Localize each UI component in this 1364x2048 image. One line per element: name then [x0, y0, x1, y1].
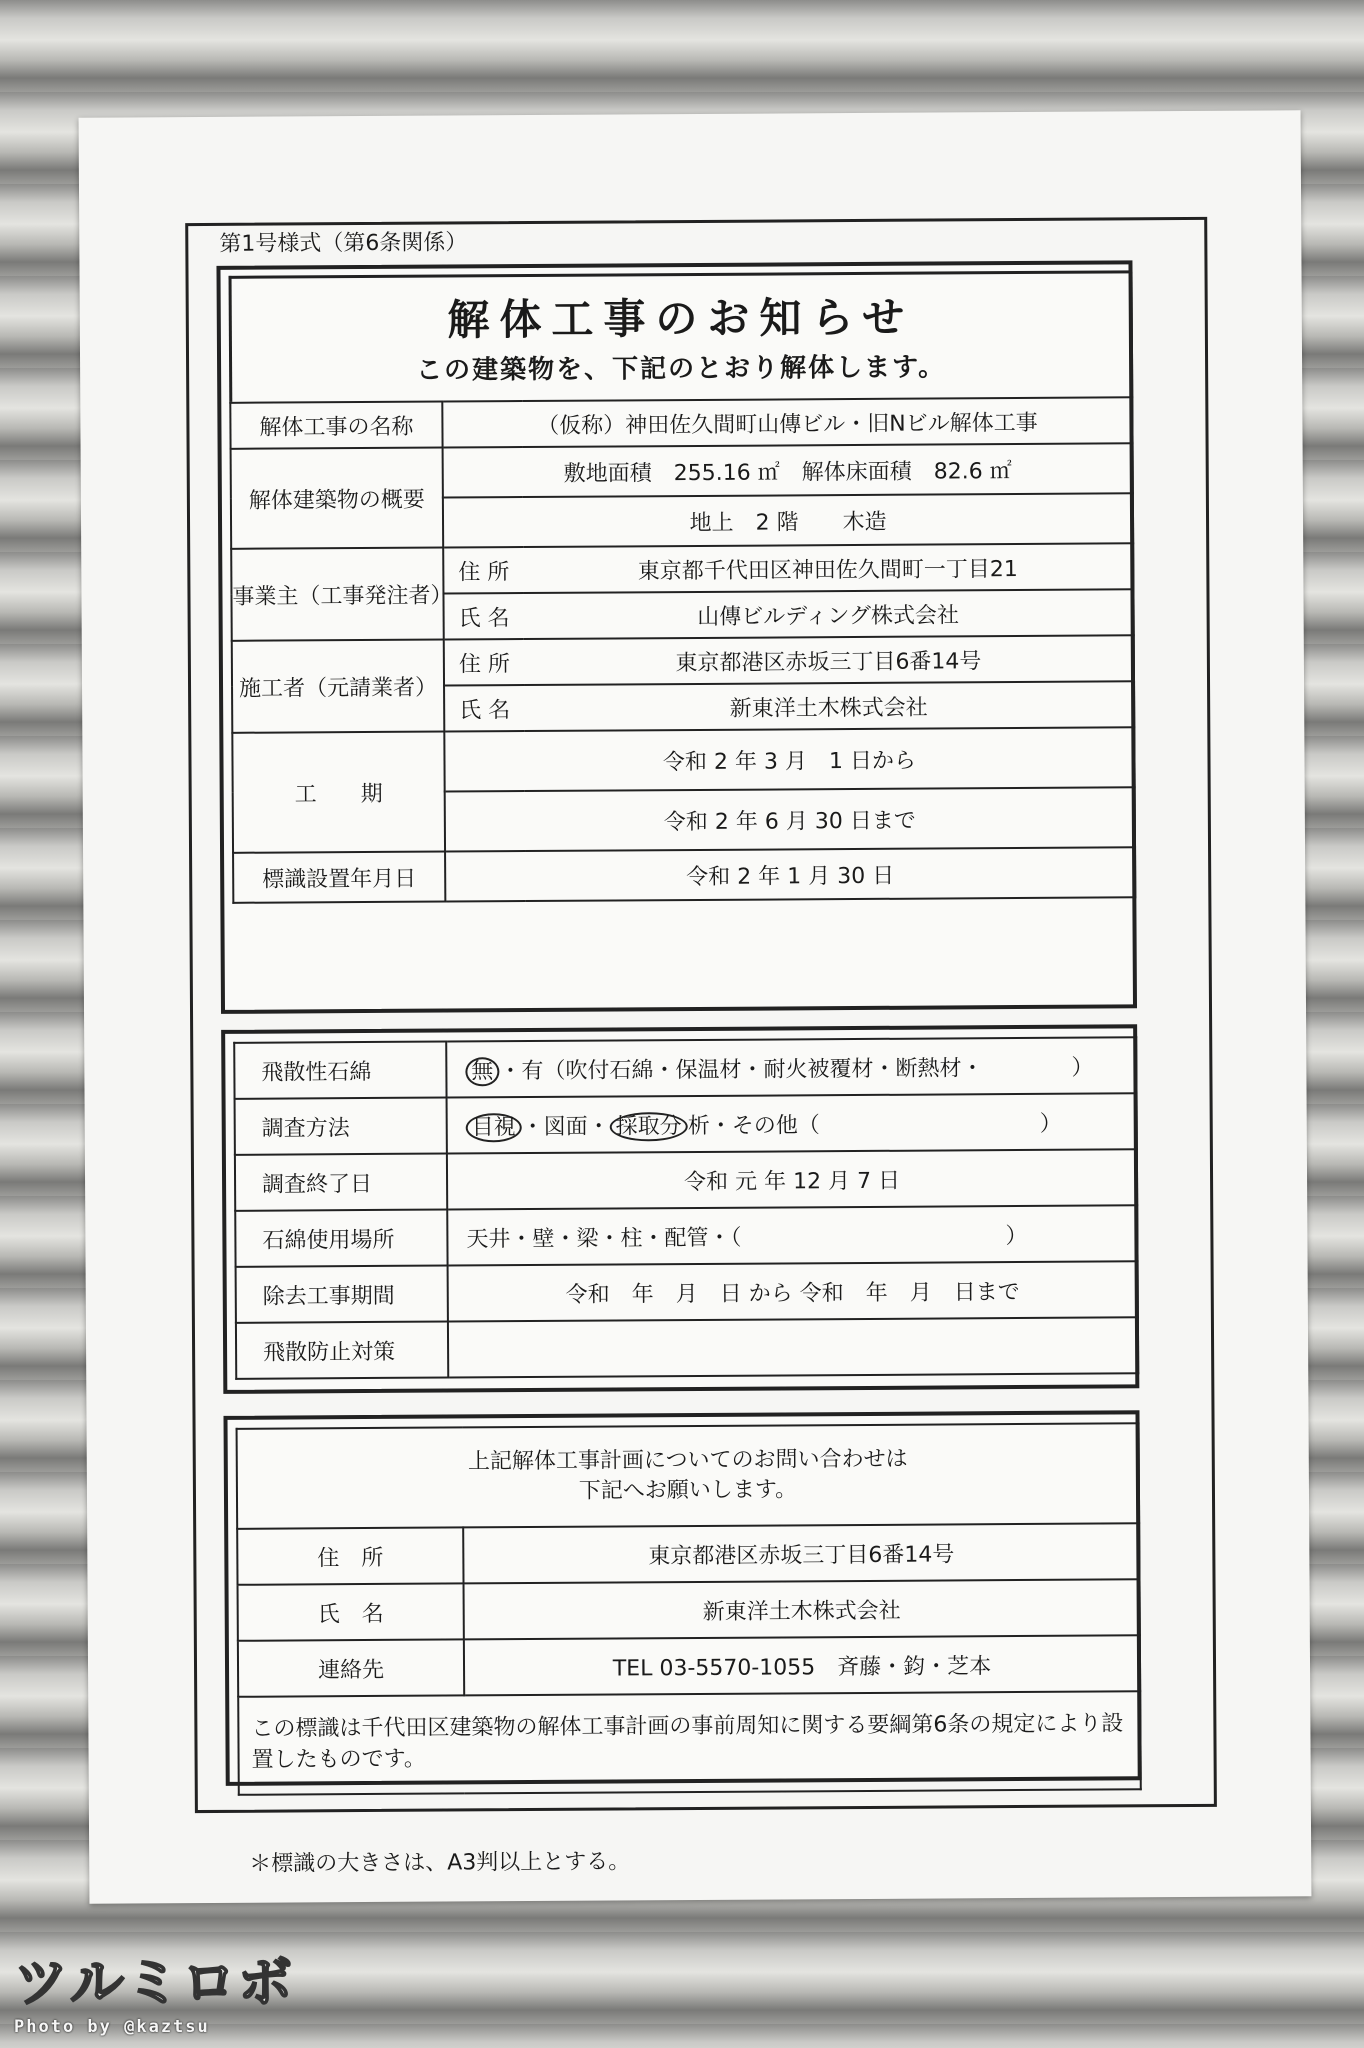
contact-name-label: 氏 名	[238, 1583, 464, 1640]
notice-frame	[185, 217, 1217, 1813]
owner-address-label: 住 所	[443, 547, 523, 593]
asbestos-place-value: 天井・壁・梁・柱・配管・（ ）	[447, 1205, 1137, 1265]
inquiry-line-2: 下記へお願いします。	[578, 1477, 798, 1504]
building-outline-label: 解体建築物の概要	[231, 448, 444, 549]
asbestos-label: 飛散性石綿	[234, 1042, 446, 1099]
notice-title: 解体工事のお知らせ	[447, 292, 915, 345]
photo-credit: Photo by @kaztsu	[14, 2017, 210, 2037]
survey-sampling-circled: 採取分	[610, 1112, 688, 1141]
inquiry-line-1: 上記解体工事計画についてのお問い合わせは	[467, 1447, 908, 1475]
asbestos-info-table	[233, 1036, 1139, 1380]
construction-name-label: 解体工事の名称	[230, 402, 442, 449]
survey-other: 析・その他（ ）	[687, 1111, 1062, 1139]
contact-address-value: 東京都港区赤坂三丁目6番14号	[463, 1523, 1139, 1583]
asbestos-place-label: 石綿使用場所	[235, 1210, 447, 1267]
removal-period-label: 除去工事期間	[236, 1266, 448, 1323]
contractor-name-value: 新東洋土木株式会社	[524, 681, 1134, 731]
dispersion-prevention-value	[448, 1317, 1138, 1377]
sign-date-value: 令和 2 年 1 月 30 日	[445, 847, 1135, 901]
contractor-address-value: 東京都港区赤坂三丁目6番14号	[524, 635, 1134, 685]
size-footnote: ＊標識の大きさは、A3判以上とする。	[249, 1849, 631, 1877]
inquiry-heading	[237, 1423, 1140, 1529]
notice-subtitle: この建築物を、下記のとおり解体します。	[416, 352, 947, 386]
period-label: 工 期	[232, 732, 445, 853]
asbestos-value	[446, 1037, 1136, 1097]
survey-method-value	[447, 1093, 1137, 1153]
contact-name-value: 新東洋土木株式会社	[464, 1579, 1140, 1639]
period-start: 令和 2 年 3 月 1 日から	[444, 727, 1134, 791]
period-end: 令和 2 年 6 月 30 日まで	[445, 787, 1135, 851]
construction-name-value: （仮称）神田佐久間町山傳ビル・旧Nビル解体工事	[442, 397, 1132, 447]
owner-label: 事業主（工事発注者）	[231, 548, 444, 641]
contractor-label: 施工者（元請業者）	[232, 640, 445, 733]
contractor-name-label: 氏 名	[444, 685, 524, 731]
regulation-note: この標識は千代田区建築物の解体工事計画の事前周知に関する要綱第6条の規定により設置したものです。	[238, 1691, 1141, 1795]
owner-name-label: 氏 名	[443, 593, 523, 639]
dispersion-prevention-label: 飛散防止対策	[236, 1322, 448, 1379]
contractor-address-label: 住 所	[444, 639, 524, 685]
contact-address-label: 住 所	[237, 1527, 463, 1584]
site-logo: ツルミロボ	[14, 1951, 294, 2014]
asbestos-options: ・有（吹付石綿・保温材・耐火被覆材・断熱材・ ）	[499, 1055, 1094, 1084]
notice-sheet	[79, 110, 1312, 1903]
contact-phone-value: TEL 03-5570-1055 斉藤・鈞・芝本	[464, 1635, 1140, 1695]
title-block	[229, 270, 1134, 402]
area-value: 敷地面積 255.16 ㎡ 解体床面積 82.6 ㎡	[443, 443, 1133, 497]
owner-address-value: 東京都千代田区神田佐久間町一丁目21	[523, 543, 1133, 593]
contact-phone-label: 連絡先	[238, 1639, 464, 1696]
survey-end-value: 令和 元 年 12 月 7 日	[447, 1149, 1137, 1209]
floors-value: 地上 2 階 木造	[443, 493, 1133, 547]
survey-end-label: 調査終了日	[235, 1154, 447, 1211]
contact-info-table	[236, 1422, 1142, 1796]
survey-drawing: ・図面・	[521, 1114, 610, 1140]
sign-date-label: 標識設置年月日	[233, 852, 445, 903]
survey-method-label: 調査方法	[235, 1098, 447, 1155]
removal-period-value: 令和 年 月 日 から 令和 年 月 日まで	[448, 1261, 1138, 1321]
photo-watermark	[14, 1940, 314, 2037]
survey-visual-circled: 目視	[466, 1113, 522, 1142]
asbestos-none-circled: 無	[465, 1057, 499, 1086]
owner-name-value: 山傳ビルディング株式会社	[523, 589, 1133, 639]
form-number: 第1号様式（第6条関係）	[219, 230, 468, 257]
demolition-info-table	[229, 396, 1136, 904]
